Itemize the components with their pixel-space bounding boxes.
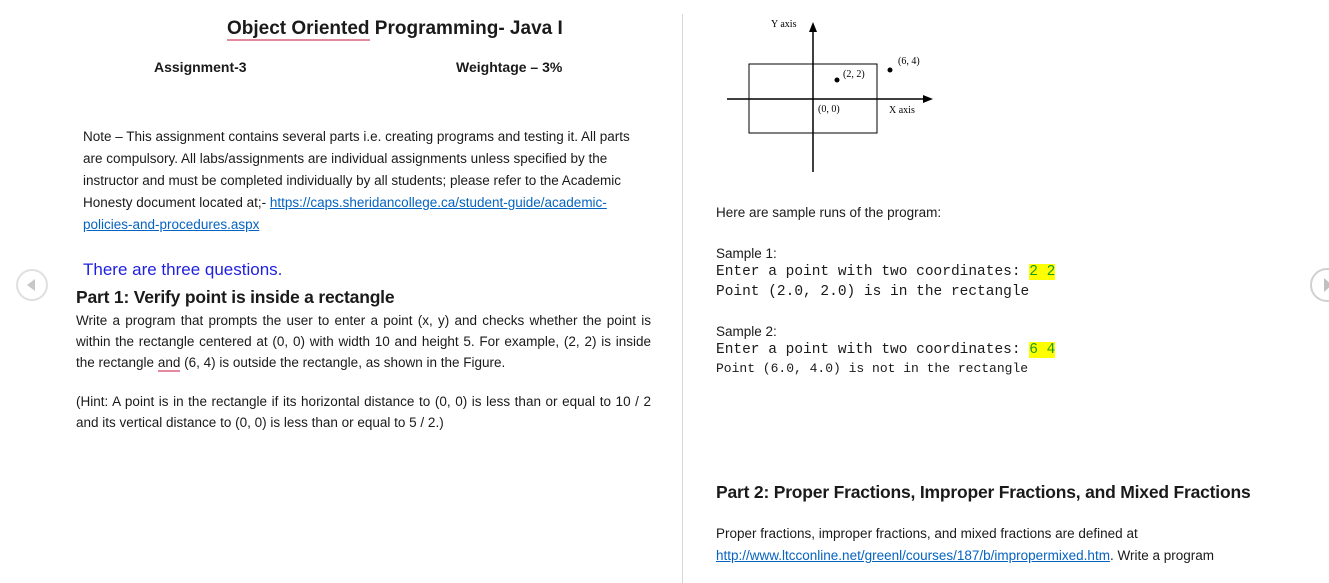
previous-page-icon[interactable] (16, 269, 48, 301)
origin-label: (0, 0) (818, 104, 840, 115)
note-paragraph (83, 126, 653, 236)
right-page (683, 0, 1329, 583)
title-rest: Programming- Java I (369, 18, 563, 39)
part2-heading: Part 2: Proper Fractions, Improper Fractions, and Mixed Fractions (716, 482, 1251, 502)
sample2-prompt-line (716, 342, 1055, 358)
sample1-prompt: Enter a point with two coordinates: (716, 264, 1030, 280)
note-text: Note – This assignment contains several parts i.e. creating programs and testing it. All parts are compulsory. All labs/assignments are individual assignments unless specified by the instructor and must be completed individually by all students; please refer to the Academic Honesty document located at;- (83, 129, 630, 210)
sample2-output: Point (6.0, 4.0) is not in the rectangle (716, 361, 1029, 376)
part1-and: and (157, 355, 181, 370)
hint-paragraph: (Hint: A point is in the rectangle if its horizontal distance to (0, 0) is less than or equal to 10 / 2 and its vertical distance to (0, 0) is less than or equal to 5 / 2.) (76, 394, 651, 430)
assignment-label: Assignment-3 (154, 59, 247, 75)
part1-text-b: (6, 4) is outside the rectangle, as shown in the Figure. (180, 355, 506, 370)
sample2-prompt: Enter a point with two coordinates: (716, 342, 1030, 358)
title-underlined-part: Object Oriented (227, 18, 370, 39)
sample1-output: Point (2.0, 2.0) is in the rectangle (716, 284, 1030, 300)
three-questions-line: There are three questions. (83, 260, 283, 279)
point-outside-label: (6, 4) (898, 56, 920, 67)
part2-text (716, 523, 1291, 567)
sample2-input: 6 4 (1029, 342, 1056, 358)
part1-heading: Part 1: Verify point is inside a rectangle (76, 287, 395, 307)
weightage-label: Weightage – 3% (456, 59, 563, 75)
rectangle-figure (723, 10, 943, 180)
x-axis-label: X axis (889, 105, 915, 116)
part1-text (76, 310, 651, 373)
fractions-link[interactable]: http://www.ltcconline.net/greenl/courses/187/b/impropermixed.htm (716, 548, 1110, 563)
x-axis-arrow-icon (923, 95, 933, 103)
part2-text-a: Proper fractions, improper fractions, and mixed fractions are defined at (716, 526, 1138, 541)
point-inside-marker (835, 78, 840, 83)
sample-runs-intro: Here are sample runs of the program: (716, 205, 942, 220)
y-axis-arrow-icon (809, 22, 817, 32)
part2-text-tail: . Write a program (1109, 548, 1214, 563)
sample1-input: 2 2 (1029, 264, 1056, 280)
academic-honesty-link[interactable]: https://caps.sheridancollege.ca/student-guide/academic-policies-and-procedures.aspx (83, 195, 607, 232)
y-axis-label: Y axis (771, 19, 797, 30)
document-title (227, 18, 563, 40)
sample1-label: Sample 1: (716, 246, 777, 261)
part1-text-a: Write a program that prompts the user to enter a point (x, y) and checks whether the point is within the rectangle centered at (0, 0) with width 10 and height 5. For example, (2, 2) is inside the rectangle (76, 313, 651, 370)
point-outside-marker (888, 68, 893, 73)
sample1-prompt-line (716, 264, 1055, 280)
point-inside-label: (2, 2) (843, 69, 865, 80)
sample2-label: Sample 2: (716, 324, 777, 339)
